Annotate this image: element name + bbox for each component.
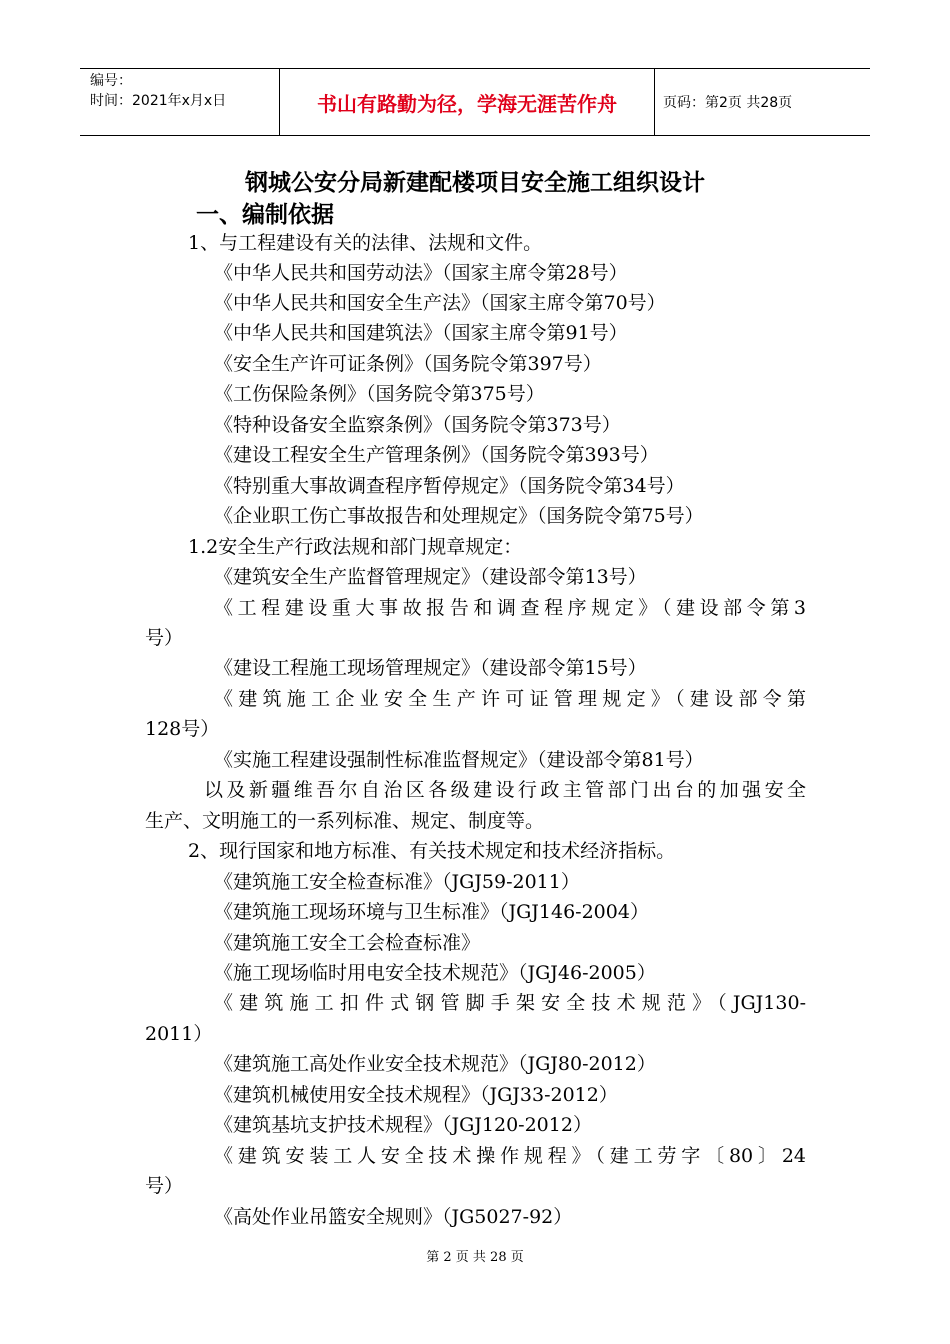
text-line: 《实施工程建设强制性标准监督规定》（建设部令第81号） (214, 749, 704, 771)
header-page-info: 页码：第2页 共28页 (663, 95, 793, 111)
text-line: 2011） (145, 1023, 213, 1045)
text-line: 《建筑机械使用安全技术规程》（JGJ33-2012） (214, 1084, 618, 1106)
header-motto: 书山有路勤为径，学海无涯苦作舟 (280, 69, 655, 135)
doc-title: 钢城公安分局新建配楼项目安全施工组织设计 (245, 170, 705, 196)
text-line: 《高处作业吊篮安全规则》（JG5027-92） (214, 1206, 573, 1228)
text-line: 《建筑基坑支护技术规程》（JGJ120-2012） (214, 1114, 592, 1136)
text-line: 《中华人民共和国劳动法》（国家主席令第28号） (214, 262, 628, 284)
page-header (80, 68, 870, 136)
text-line: 号） (145, 1175, 184, 1197)
text-line: 《企业职工伤亡事故报告和处理规定》（国务院令第75号） (214, 505, 704, 527)
text-line: 2、现行国家和地方标准、有关技术规定和技术经济指标。 (188, 840, 676, 862)
text-line: 《中华人民共和国建筑法》（国家主席令第91号） (214, 322, 628, 344)
text-line: 《建筑施工企业安全生产许可证管理规定》（建设部令第 (214, 688, 806, 710)
text-line: 《建筑施工现场环境与卫生标准》（JGJ146-2004） (214, 901, 649, 923)
text-line: 1、与工程建设有关的法律、法规和文件。 (188, 232, 543, 254)
section-heading: 一、编制依据 (196, 202, 334, 228)
text-line: 《建设工程施工现场管理规定》（建设部令第15号） (214, 657, 647, 679)
text-line: 《工伤保险条例》（国务院令第375号） (214, 383, 545, 405)
date-label: 时间：2021年x月x日 (90, 93, 227, 109)
text-line: 《建筑安装工人安全技术操作规程》（建工劳字〔80〕24 (214, 1145, 806, 1167)
text-line: 号） (145, 627, 184, 649)
text-line: 《建设工程安全生产管理条例》（国务院令第393号） (214, 444, 659, 466)
text-line: 《施工现场临时用电安全技术规范》（JGJ46-2005） (214, 962, 656, 984)
text-line: 《中华人民共和国安全生产法》（国家主席令第70号） (214, 292, 666, 314)
number-label: 编号： (90, 73, 132, 89)
text-line: 《建筑安全生产监督管理规定》（建设部令第13号） (214, 566, 647, 588)
text-line: 《建筑施工安全工会检查标准》 (214, 932, 481, 954)
text-line: 以及新疆维吾尔自治区各级建设行政主管部门出台的加强安全 (204, 779, 806, 801)
text-line: 《建筑施工扣件式钢管脚手架安全技术规范》（JGJ130- (214, 992, 806, 1014)
page-footer: 第 2 页 共 28 页 (426, 1250, 524, 1265)
text-line: 《建筑施工高处作业安全技术规范》（JGJ80-2012） (214, 1053, 656, 1075)
header-meta (80, 69, 280, 135)
text-line: 《特种设备安全监察条例》（国务院令第373号） (214, 414, 621, 436)
text-line: 《安全生产许可证条例》（国务院令第397号） (214, 353, 602, 375)
text-line: 《建筑施工安全检查标准》（JGJ59-2011） (214, 871, 580, 893)
text-line: 《特别重大事故调查程序暂停规定》（国务院令第34号） (214, 475, 685, 497)
text-line: 128号） (145, 718, 220, 740)
text-line: 1.2安全生产行政法规和部门规章规定： (188, 536, 523, 558)
text-line: 生产、文明施工的一系列标准、规定、制度等。 (145, 810, 545, 832)
text-line: 《工程建设重大事故报告和调查程序规定》（建设部令第3 (214, 597, 806, 619)
